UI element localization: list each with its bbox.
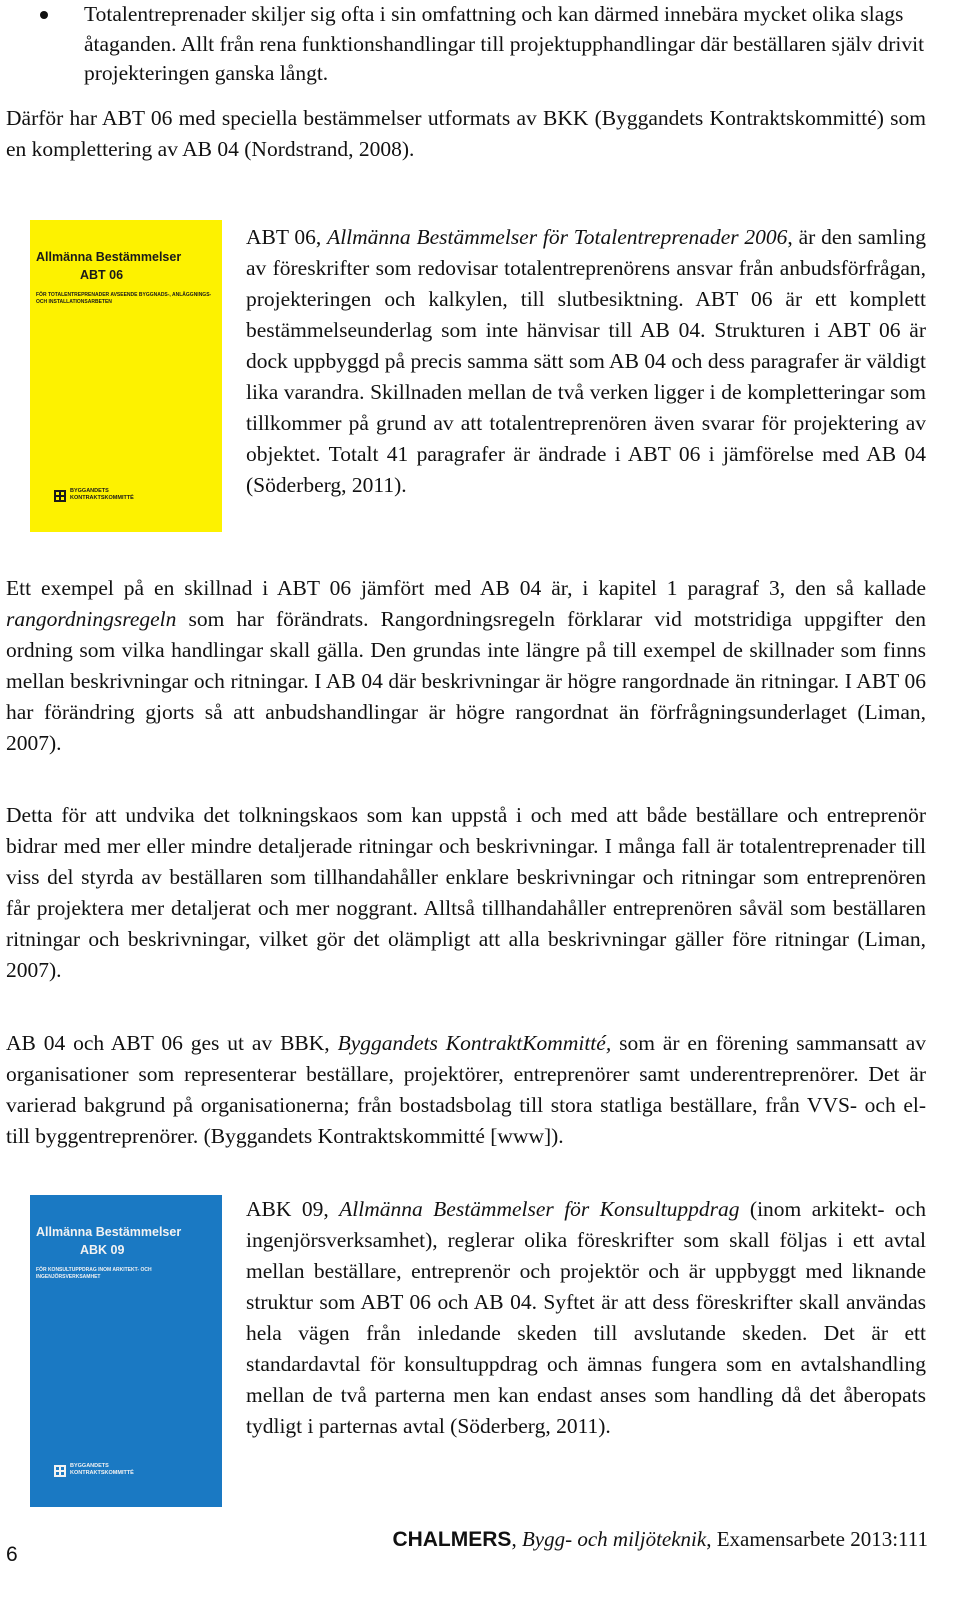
example-italic-term: rangordningsregeln <box>6 607 177 631</box>
abk09-cover-image <box>30 1195 222 1507</box>
paragraph-bbk <box>6 1028 926 1152</box>
abt06-paragraph <box>246 222 926 501</box>
cover-publisher <box>70 1463 134 1477</box>
bullet-dot <box>40 11 48 19</box>
bullet-list <box>0 0 930 89</box>
paragraph-example <box>6 573 926 759</box>
paragraph-intro: Därför har ABT 06 med speciella bestämmelser utformats av BKK (Byggandets Kontraktskommitté) som en komplettering av AB 04 (Nordstrand, 2008). <box>6 106 926 161</box>
bullet-text: Totalentreprenader skiljer sig ofta i sin omfattning och kan därmed innebära mycket olika slags åtaganden. Allt från rena funktionshandlingar till projektupphandlingar där beställaren själv drivit projekteringen ganska långt. <box>84 2 925 85</box>
bbk-after: som är en förening sammansatt av organisationer som representerar beställare, projektörer, entreprenörer samt underentreprenörer. Det är varierad bakgrund på organisationerna; från bostadsbolag till stora statliga beställare, från VVS- och el- till byggentreprenörer. (Byggandets Kontraktskommitté [www]). <box>6 1031 926 1148</box>
cover-publisher <box>70 488 134 502</box>
cover-publisher-line1: BYGGANDETS <box>70 1463 109 1469</box>
bbk-italic-name: Byggandets KontraktKommitté, <box>337 1031 612 1055</box>
abk09-paragraph <box>246 1194 926 1442</box>
paragraph-tolkning: Detta för att undvika det tolkningskaos som kan uppstå i och med att både beställare och entreprenör bidrar med mer eller mindre detaljerade ritningar och beskrivningar. I många fall är totalentreprenader till viss del styrda av beställaren som tillhandahåller enklare beskrivningar och ritningar som entreprenören får projektera mer detaljerat och mer noggrant. Alltså tillhandahåller entreprenören såväl som beställaren ritningar och beskrivningar, vilket gör det olämpligt att alla beskrivningar gäller före ritningar (Liman, 2007). <box>6 803 926 982</box>
cover-title: Allmänna Bestämmelser <box>36 1225 182 1239</box>
footer-department: Bygg- och miljöteknik <box>521 1527 707 1551</box>
abk09-body: (inom arkitekt- och ingenjörsverksamhet), reglerar olika föreskrifter som skall följas i ett avtal mellan beställare, entreprenör och projektör och är uppbyggt med liknande struktur som ABT 06 och AB 04. Syftet är att dess föreskrifter skall användas hela vägen från inledande skeden till avslutande skeden. Det är ett standardavtal för konsultuppdrag och ämnas fungera som en avtalshandling mellan de två parterna men kan endast anses som handling då det åberopats tydligt i parternas avtal (Söderberg, 2011). <box>246 1197 926 1438</box>
example-before: Ett exempel på en skillnad i ABT 06 jämfört med AB 04 är, i kapitel 1 paragraf 3, den så kallade <box>6 576 926 600</box>
cover-publisher-line2: KONTRAKTSKOMMITTÉ <box>70 1470 134 1476</box>
bbk-before: AB 04 och ABT 06 ges ut av BBK, <box>6 1031 338 1055</box>
cover-title: Allmänna Bestämmelser <box>36 250 182 264</box>
abk09-lead: ABK 09, <box>246 1197 340 1221</box>
abt06-cover-image <box>30 220 222 532</box>
cover-subtitle: FÖR KONSULTUPPDRAG INOM ARKITEKT- OCH INGENJÖRSVERKSAMHET <box>36 1267 152 1280</box>
footer-brand: CHALMERS <box>392 1528 512 1551</box>
cover-subtitle: FÖR TOTALENTREPRENADER AVSEENDE BYGGNADS-, ANLÄGGNINGS- OCH INSTALLATIONSARBETEN <box>36 292 212 305</box>
cover-publisher-line2: KONTRAKTSKOMMITTÉ <box>70 495 134 501</box>
example-after: som har förändrats. Rangordningsregeln förklarar vid motstridiga uppgifter den ordning som vilka handlingar skall gälla. Den grundas inte längre på till exempel de skillnader som finns mellan beskrivningar och ritningar. I AB 04 där beskrivningar är högre rangordnade än ritningar. I ABT 06 har förändring gjorts så att anbudshandlingar är högre rangordnat än förfrågningsunderlaget (Liman, 2007). <box>6 607 926 755</box>
abt06-lead: ABT 06, <box>246 225 328 249</box>
cover-publisher-line1: BYGGANDETS <box>70 488 109 494</box>
abt06-body: , är den samling av föreskrifter som redovisar totalentreprenörens ansvar från anbudsförfrågan, projekteringen och kalkylen, till slutbesiktning. ABT 06 är ett komplett bestämmelseunderlag som inte hänvisar till AB 04. Strukturen i ABT 06 är dock uppbyggd på precis samma sätt som AB 04 och dess paragrafer är väldigt lika varandra. Skillnaden mellan de två verken ligger i de kompletteringar som tillkommer på grund av att totalentreprenören även svarar för projektering av objektet. Totalt 41 paragrafer är ändrade i ABT 06 i jämförelse med AB 04 (Söderberg, 2011). <box>246 225 926 497</box>
cover-code: ABK 09 <box>80 1243 125 1257</box>
bkk-logo-icon <box>54 1465 66 1477</box>
footer-separator: , <box>511 1527 522 1551</box>
page-number: 6 <box>6 1543 18 1566</box>
bkk-logo-icon <box>54 490 66 502</box>
abt06-full-name: Allmänna Bestämmelser för Totalentreprenader 2006 <box>327 225 788 249</box>
cover-code: ABT 06 <box>80 268 124 282</box>
footer-report: , Examensarbete 2013:111 <box>706 1527 928 1551</box>
bullet-item <box>0 0 930 89</box>
page-footer <box>392 1527 928 1552</box>
abk09-full-name: Allmänna Bestämmelser för Konsultuppdrag <box>339 1197 740 1221</box>
